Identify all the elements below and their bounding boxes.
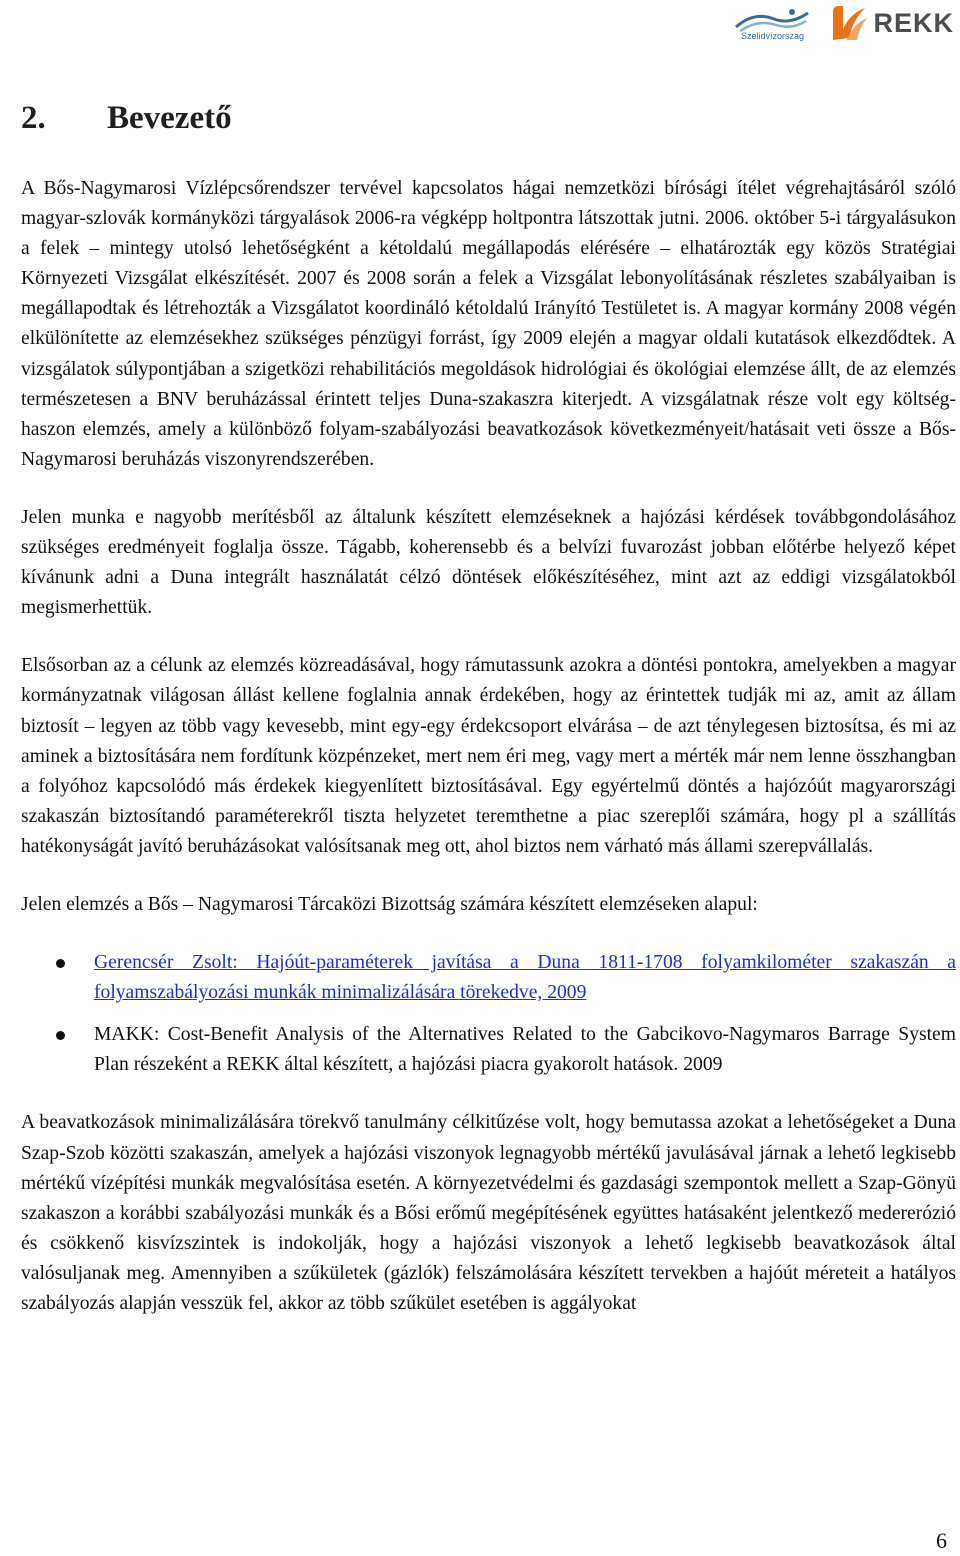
page-number: 6 xyxy=(936,1528,947,1553)
bullet-icon xyxy=(56,959,65,968)
szelid-logo-text: Szelidvízorszag xyxy=(740,31,804,41)
rekk-logo-text: REKK xyxy=(873,7,954,38)
list-item xyxy=(21,948,956,1008)
document-body xyxy=(21,100,956,1319)
reference-link[interactable]: Gerencsér Zsolt: Hajóút-paraméterek javítása a Duna 1811-1708 folyamkilométer szakaszán a folyamszabályozási munkák minimalizálására törekedve, 2009 xyxy=(94,952,956,1004)
section-number: 2. xyxy=(21,100,46,136)
rekk-logo xyxy=(829,4,954,42)
paragraph-basis: Jelen elemzés a Bős – Nagymarosi Tárcaközi Bizottság számára készített elemzéseken alapul: xyxy=(21,893,758,915)
list-item xyxy=(21,1020,956,1080)
paragraph-scope: Jelen munka e nagyobb merítésből az általunk készített elemzéseknek a hajózási kérdések továbbgondolásához szükséges eredményeit foglalja össze. Tágabb, koherensebb és a belvízi fuvarozást jobban előtérbe helyező képet kívánunk adni a Duna integrált használatát célzó döntések előkészítéséhez, mint azt az eddigi vizsgálatokból megismerhettük. xyxy=(21,506,956,619)
section-heading xyxy=(21,100,956,152)
rekk-swoosh-icon xyxy=(829,4,869,42)
paragraph-minimization: A beavatkozások minimalizálására törekvő tanulmány célkitűzése volt, hogy bemutassa azokat a lehetőségeket a Duna Szap-Szob közötti szakaszán, amelyek a hajózási viszonyok legnagyobb mértékű javulásával járnak a lehető legkisebb mértékű vízépítési munkák megvalósítása esetén. A környezetvédelmi és gazdasági szempontok mellett a Szap-Gönyü szakaszon a korábbi szabályozási munkák és a Bősi erőmű megépítésének együttes hatásaként jelentkező medererózió és csökkenő kisvízszintek is indokolják, hogy a hajózási viszonyok a lehető legkisebb beavatkozások által valósuljanak meg. Amennyiben a szűkületek (gázlók) felszámolására készített tervekben a hajóút méreteit a hatályos szabályozás alapján vesszük fel, akkor az több szűkület esetében is aggályokat xyxy=(21,1112,956,1314)
szelidvizorszag-logo xyxy=(729,5,815,41)
section-title: Bevezető xyxy=(107,100,232,136)
reference-list xyxy=(21,948,956,1080)
bullet-icon xyxy=(56,1031,65,1040)
header-logos xyxy=(729,4,954,42)
paragraph-intro: A Bős-Nagymarosi Vízlépcsőrendszer tervével kapcsolatos hágai nemzetközi bírósági ítélet végrehajtásáról szóló magyar-szlovák kormányközi tárgyalások 2006-ra végképp holtpontra látszottak jutni. 2006. október 5-i tárgyalásukon a felek – mintegy utolsó lehetőségként a kétoldalú megállapodás elérésére – elhatározták egy közös Stratégiai Környezeti Vizsgálat elkészítését. 2007 és 2008 során a felek a Vizsgálat lebonyolításának részletes szabályaiban is megállapodtak és létrehozták a Vizsgálatot koordináló kétoldalú Irányító Testületet is. A magyar kormány 2008 végén elkülönítette az elemzésekhez szükséges pénzügyi forrást, így 2009 elején a magyar oldali kutatások elkezdődtek. A vizsgálatok súlypontjában a szigetközi rehabilitációs megoldások hidrológiai és ökológiai elemzése állt, de az elemzés természetesen a BNV beruházással érintett teljes Duna-szakaszra kiterjedt. A vizsgálatnak része volt egy költség-haszon elemzés, amely a különböző folyam-szabályozási beavatkozások következményeit/hatásait veti össze a Bős-Nagymarosi beruházás viszonyrendszerében. xyxy=(21,178,956,470)
paragraph-goal: Elsősorban az a célunk az elemzés közreadásával, hogy rámutassunk azokra a döntési pontokra, amelyekben a magyar kormányzatnak világosan állást kellene foglalnia annak érdekében, hogy az érintettek tudják mi az, amit az állam biztosít – legyen az több vagy kevesebb, mint egy-egy érdekcsoport elvárása – de azt ténylegesen biztosítsa, és mi az aminek a biztosítására nem fordítunk közpénzeket, mert nem éri meg, vagy mert a mérték már nem lenne összhangban a folyóhoz kapcsolódó más érdekek kiegyenlített biztosításával. Egy egyértelmű döntés a hajózóút magyarországi szakaszán biztosítandó paraméterekről tiszta helyzetet teremthetne a piac szereplői számára, hogy pl a szállítás hatékonyságát javító beruházásokat valósítsanak meg ott, ahol biztos nem várható más állami szerepvállalás. xyxy=(21,655,956,857)
reference-text: MAKK: Cost-Benefit Analysis of the Alternatives Related to the Gabcikovo-Nagymaros Barrage System Plan részeként a REKK által készített, a hajózási piacra gyakorolt hatások. 2009 xyxy=(94,1024,956,1076)
